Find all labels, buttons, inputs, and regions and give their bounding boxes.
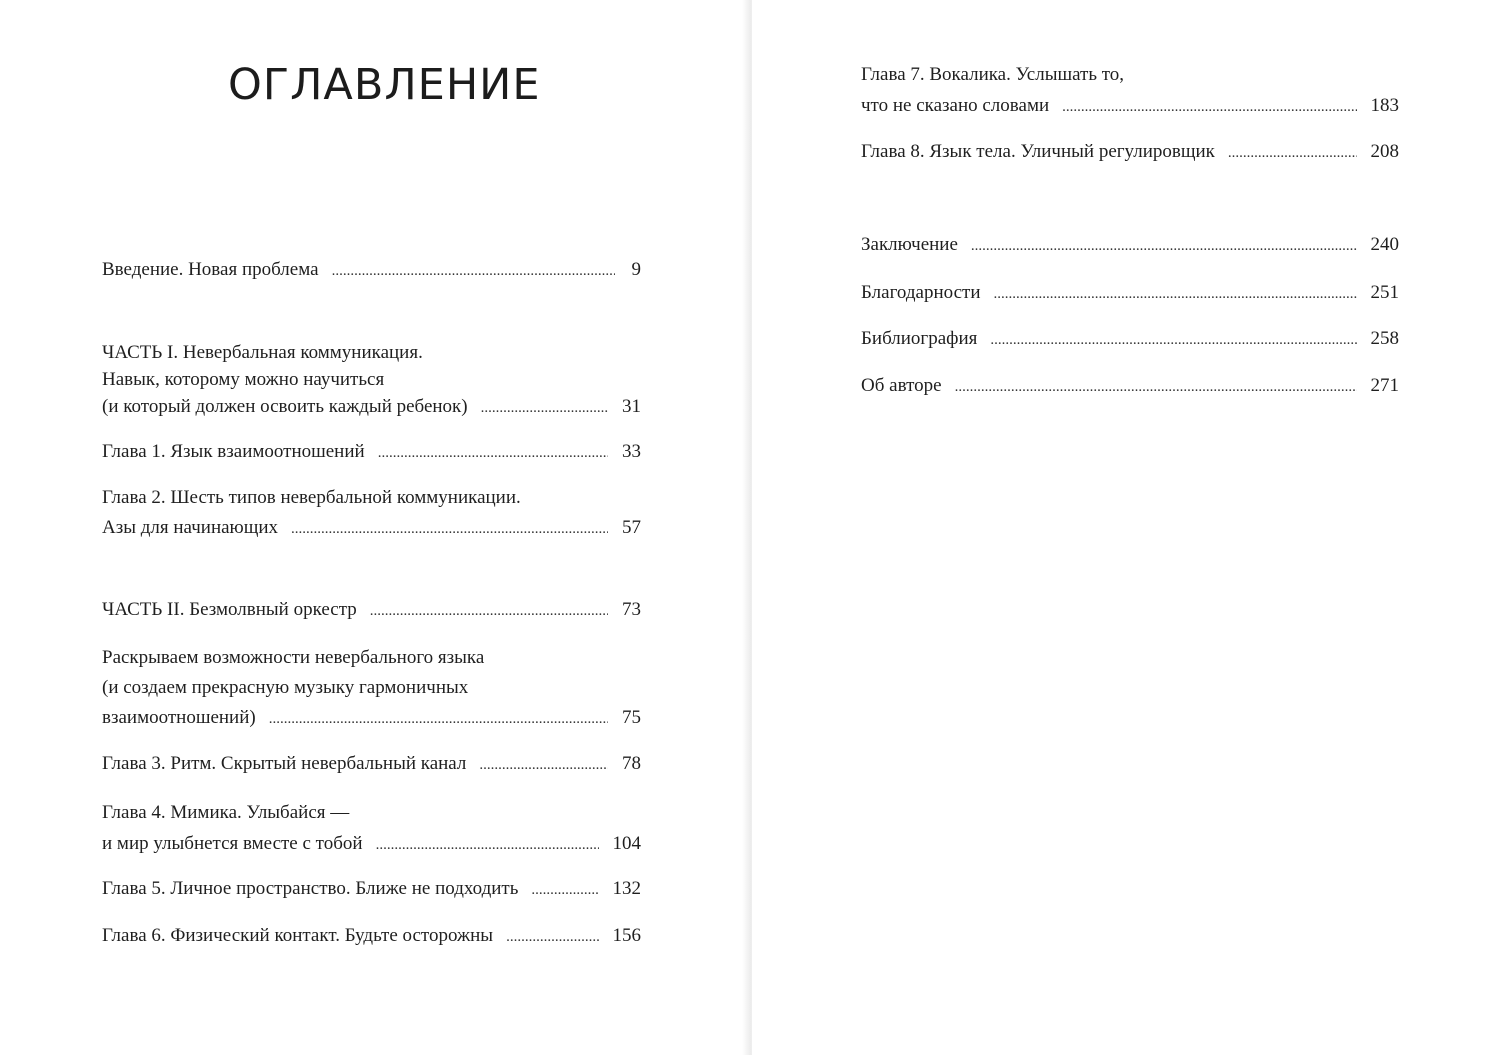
toc-entry[interactable] xyxy=(861,278,1399,309)
toc-page-number: 156 xyxy=(612,925,641,946)
toc-entry-title-line: Раскрываем возможности невербального языка xyxy=(102,647,485,668)
toc-page-number: 183 xyxy=(1370,95,1399,116)
dot-leader xyxy=(332,256,615,286)
dot-leader xyxy=(1062,92,1356,123)
toc-entry-title-line: Глава 2. Шесть типов невербальной коммуникации. xyxy=(102,487,521,508)
dot-leader xyxy=(481,395,608,422)
toc-entry-title-line: Глава 5. Личное пространство. Ближе не подходить xyxy=(102,878,519,899)
toc-entry-title-line: Глава 7. Вокалика. Услышать то, xyxy=(861,64,1125,85)
toc-entry-title-line: Глава 6. Физический контакт. Будьте осторожны xyxy=(102,925,494,946)
toc-entry[interactable] xyxy=(102,749,641,780)
dot-leader xyxy=(291,514,608,544)
toc-page-number: 73 xyxy=(622,599,641,620)
toc-entry[interactable] xyxy=(102,255,641,286)
toc-entry-title-line: Навык, которому можно научиться xyxy=(102,369,385,390)
toc-entry-title-line: Об авторе xyxy=(861,375,942,396)
toc-entry-title-line: Азы для начинающих xyxy=(102,517,279,538)
toc-entry[interactable] xyxy=(102,797,641,861)
toc-entry-title-line: Глава 4. Мимика. Улыбайся — xyxy=(102,802,350,823)
toc-entry[interactable] xyxy=(861,371,1399,402)
toc-entry[interactable] xyxy=(861,324,1399,355)
toc-entry[interactable] xyxy=(102,874,641,905)
dot-leader xyxy=(994,279,1357,309)
toc-entry-title-line: Введение. Новая проблема xyxy=(102,259,319,280)
dot-leader xyxy=(378,438,608,468)
toc-entry[interactable] xyxy=(102,339,641,422)
toc-page-number: 31 xyxy=(622,396,641,417)
toc-page-number: 258 xyxy=(1370,328,1399,349)
dot-leader xyxy=(506,922,598,952)
toc-page-number: 33 xyxy=(622,441,641,462)
toc-page-number: 75 xyxy=(622,707,641,728)
toc-entry-title-line: (и создаем прекрасную музыку гармоничных xyxy=(102,677,469,698)
toc-page-number: 9 xyxy=(631,259,641,280)
dot-leader xyxy=(955,372,1357,402)
toc-entry[interactable] xyxy=(102,437,641,468)
dot-leader xyxy=(1228,138,1357,168)
toc-entry[interactable] xyxy=(102,483,641,544)
dot-leader xyxy=(531,875,598,905)
toc-entry[interactable] xyxy=(102,595,641,626)
toc-entry[interactable] xyxy=(861,230,1399,261)
toc-entry[interactable] xyxy=(102,643,641,734)
toc-entry-title-line: Библиография xyxy=(861,328,978,349)
dot-leader xyxy=(971,231,1357,261)
toc-entry-title-line: взаимоотношений) xyxy=(102,707,256,728)
toc-entry-title-line: ЧАСТЬ II. Безмолвный оркестр xyxy=(102,599,357,620)
toc-entry-title-line: Глава 1. Язык взаимоотношений xyxy=(102,441,365,462)
toc-entry-title-line: что не сказано словами xyxy=(861,95,1050,116)
toc-page-number: 240 xyxy=(1370,234,1399,255)
dot-leader xyxy=(479,750,608,780)
toc-page-number: 104 xyxy=(612,833,641,854)
toc-page-number: 251 xyxy=(1370,282,1399,303)
toc-entry[interactable] xyxy=(861,59,1399,123)
toc-entry-title-line: Глава 3. Ритм. Скрытый невербальный канал xyxy=(102,753,467,774)
toc-entry-title-line: Заключение xyxy=(861,234,958,255)
toc-entry[interactable] xyxy=(102,921,641,952)
page-title: ОГЛАВЛЕНИЕ xyxy=(228,60,541,110)
toc-page-number: 271 xyxy=(1370,375,1399,396)
toc-page-number: 78 xyxy=(622,753,641,774)
toc-page-number: 57 xyxy=(622,517,641,538)
dot-leader xyxy=(990,325,1356,355)
dot-leader xyxy=(269,704,608,734)
toc-entry-title-line: Благодарности xyxy=(861,282,981,303)
dot-leader xyxy=(376,830,599,861)
toc-entry-title-line: Глава 8. Язык тела. Уличный регулировщик xyxy=(861,141,1215,162)
toc-entry-title-line: ЧАСТЬ I. Невербальная коммуникация. xyxy=(102,342,423,363)
toc-entry-title-line: и мир улыбнется вместе с тобой xyxy=(102,833,363,854)
toc-page-number: 208 xyxy=(1370,141,1399,162)
toc-entry-title-line: (и который должен освоить каждый ребенок) xyxy=(102,396,468,417)
toc-page-number: 132 xyxy=(612,878,641,899)
toc-entry[interactable] xyxy=(861,137,1399,168)
dot-leader xyxy=(370,596,608,626)
